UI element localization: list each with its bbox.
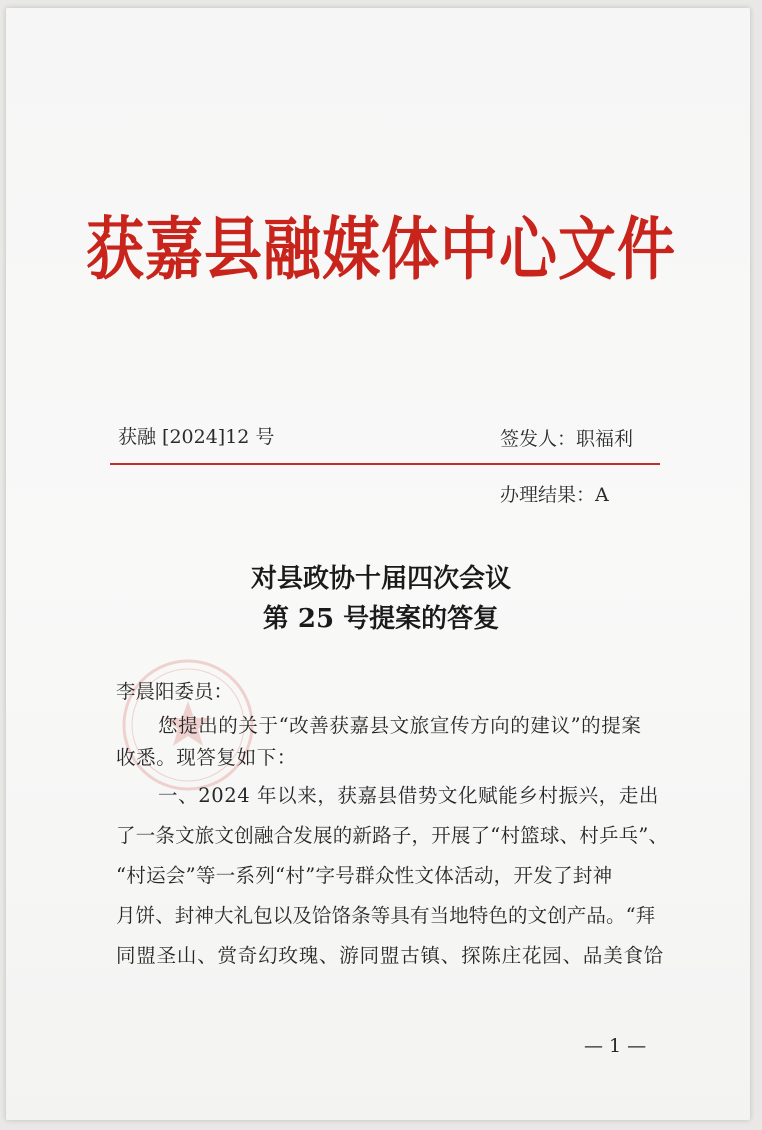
reply-title-line-2: 第 25 号提案的答复: [262, 604, 500, 634]
paragraph-2-line-4: 月饼、封神大礼包以及饸饹条等具有当地特色的文创产品。“拜: [116, 904, 656, 927]
red-separator-line: [110, 463, 660, 465]
issuer: 签发人：职福利: [500, 428, 634, 450]
page-number: — 1 —: [584, 1035, 647, 1057]
paragraph-1-line-1: 您提出的关于“改善获嘉县文旅宣传方向的建议”的提案: [158, 714, 642, 737]
addressee: 李晨阳委员：: [116, 680, 234, 703]
paragraph-2-line-2: 了一条文旅文创融合发展的新路子，开展了“村篮球、村乒乓”、: [116, 824, 669, 847]
paragraph-2-line-3: “村运会”等一系列“村”字号群众性文体活动，开发了封神: [116, 864, 613, 887]
reply-title-line-1: 对县政协十届四次会议: [250, 564, 511, 594]
paragraph-2-line-5: 同盟圣山、赏奇幻玫瑰、游同盟古镇、探陈庄花园、品美食饸: [116, 944, 665, 967]
paragraph-1-line-2: 收悉。现答复如下：: [116, 746, 297, 769]
document-number: 获融 [2024]12 号: [118, 426, 275, 448]
processing-result: 办理结果：A: [500, 484, 609, 506]
masthead-title: 获嘉县融媒体中心文件: [85, 209, 676, 290]
paragraph-2-line-1: 一、2024 年以来，获嘉县借势文化赋能乡村振兴，走出: [158, 784, 660, 807]
